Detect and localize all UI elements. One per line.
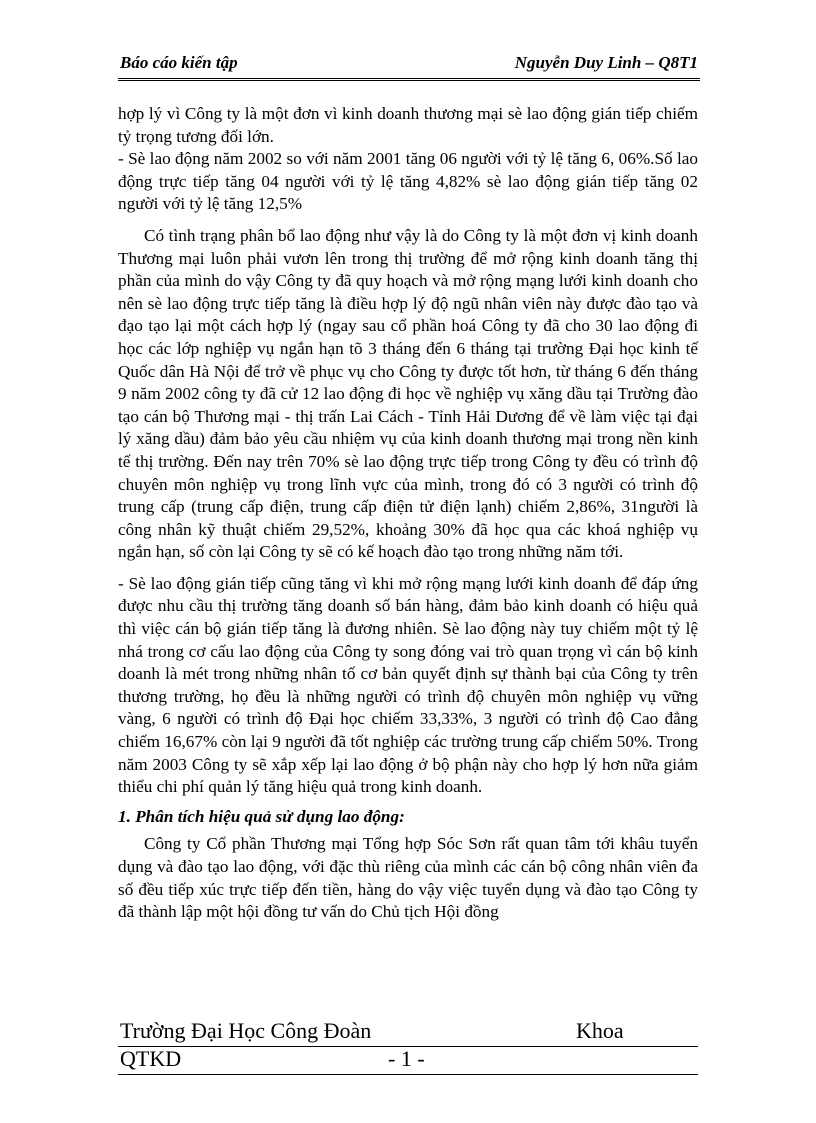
header-report-title: Báo cáo kiến tập (120, 53, 238, 72)
page-footer (118, 1016, 698, 1078)
paragraph: hợp lý vì Công ty là một đơn vì kinh doanh thương mại sè lao động gián tiếp chiếm tỷ trọng tương đối lớn. (118, 104, 698, 146)
section-heading: 1. Phân tích hiệu quả sử dụng lao động: (118, 806, 405, 826)
paragraph: Công ty Cổ phần Thương mại Tổng hợp Sóc Sơn rất quan tâm tới khâu tuyển dụng và đào tạo lao động, với đặc thù riêng của mình các cán bộ công nhân viên đa số đều tiếp xúc trực tiếp đến tiền, hàng do vậy việc tuyển dụng và đào tạo Công ty đã thành lập một hội đồng tư vấn do Chủ tịch Hội đồng (118, 834, 698, 922)
page-header (118, 50, 700, 81)
footer-rule (118, 1074, 698, 1075)
footer-school: Trường Đại Học Công Đoàn (120, 1018, 372, 1043)
document-body (118, 103, 698, 924)
footer-department: QTKD (120, 1046, 182, 1071)
header-author: Nguyễn Duy Linh – Q8T1 (514, 53, 698, 72)
footer-khoa: Khoa (576, 1018, 624, 1043)
page-number: - 1 - (388, 1046, 425, 1071)
paragraph: Có tình trạng phân bổ lao động như vậy là do Công ty là một đơn vị kinh doanh Thương mại luôn phải vươn lên trong thị trường để mở rộng kinh doanh tăng thị phần của mình do vậy Công ty đã quy hoạch và mở rộng mạng lưới kinh doanh cho nên sè lao động trực tiếp tăng là điều hợp lý độ ngũ nhân viên này được đào tạo và đạo tạo lại một cách hợp lý (ngay sau cổ phần hoá Công ty đã cho 30 lao động đi học các lớp nghiệp vụ ngắn hạn tõ 3 tháng đến 6 tháng tại trường Đại học kinh tế Quốc dân Hà Nội để trở về phục vụ cho Công ty được tốt hơn, từ tháng 6 đến tháng 9 năm 2002 công ty đã cử 12 lao động đi học về nghiệp vụ xăng dầu tại Trường đào tạo cán bộ Thương mại - thị trấn Lai Cách - Tỉnh Hải Dương để về làm việc tại đại lý xăng dầu) đảm bảo yêu cầu nhiệm vụ của kinh doanh thương mại trong nền kinh tế thị trường. Đến nay trên 70% sè lao động trực tiếp trong Công ty đều có trình độ chuyên môn nghiệp vụ trong lĩnh vực của mình, trong đó có 3 người có trình độ trung cấp (trung cấp điện, trung cấp điện tử điện lạnh) chiếm 2,86%, 31người là công nhân kỹ thuật chiếm 29,52%, khoảng 30% đã học qua các khoá nghiệp vụ ngắn hạn, số còn lại Công ty sẽ có kế hoạch đào tạo trong những năm tới. (118, 225, 698, 562)
paragraph: - Sè lao động năm 2002 so với năm 2001 tăng 06 người với tỷ lệ tăng 6, 06%.Số lao động trực tiếp tăng 04 người với tỷ lệ tăng 4,82% sè lao động gián tiếp tăng 02 người với tỷ lệ tăng 12,5% (118, 149, 698, 214)
paragraph: - Sè lao động gián tiếp cũng tăng vì khi mở rộng mạng lưới kinh doanh để đáp ứng được nhu cầu thị trường tăng doanh số bán hàng, đảm bảo kinh doanh có hiệu quả thì việc cán bộ gián tiếp tăng là đương nhiên. Sè lao động này tuy chiếm một tỷ lệ nhá trong cơ cấu lao động của Công ty song đóng vai trò quan trọng vì cán bộ kinh doanh là mét trong những nhân tố cơ bản quyết định sự thành bại của Công ty trên thương trường, họ đều là những người có trình độ chuyên môn nghiệp vụ vững vàng, 6 người có trình độ Đại học chiếm 33,33%, 3 người có trình độ Cao đẳng chiếm 16,67% còn lại 9 người đã tốt nghiệp các trường trung cấp chiếm 50%. Trong năm 2003 Công ty sẽ xắp xếp lại lao động ở bộ phận này cho hợp lý hơn nữa giảm thiểu chi phí quản lý tăng hiệu quả trong kinh doanh. (118, 573, 698, 797)
